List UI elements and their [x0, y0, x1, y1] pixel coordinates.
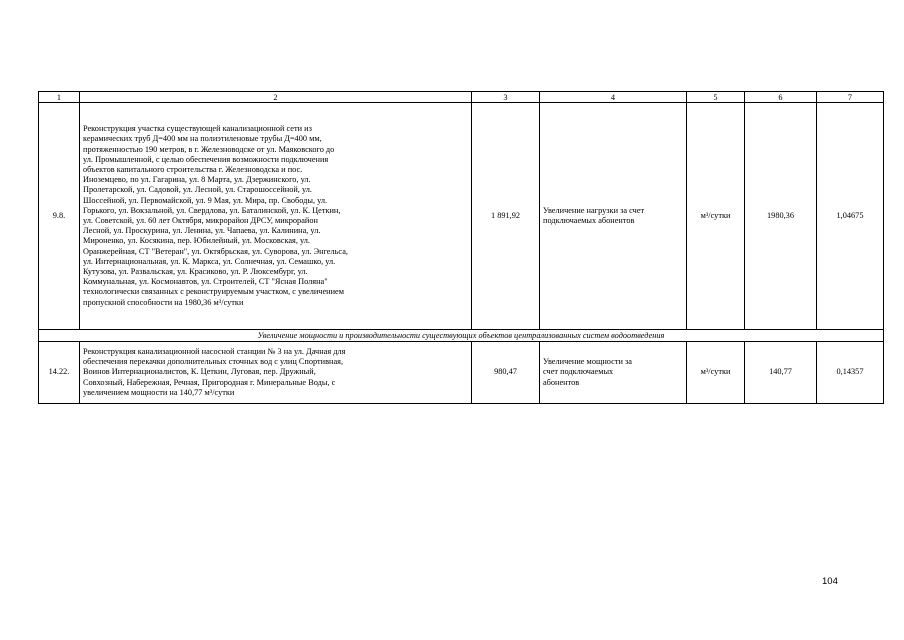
measure-unit: м³/сутки	[687, 342, 745, 404]
project-effect: Увеличение нагрузки за счет подключаемых абонентов	[540, 103, 687, 330]
column-header-1: 1	[39, 92, 80, 103]
column-header-2: 2	[80, 92, 472, 103]
column-header-5: 5	[687, 92, 745, 103]
column-header-6: 6	[745, 92, 817, 103]
column-header-3: 3	[472, 92, 540, 103]
column-header-4: 4	[540, 92, 687, 103]
table-row	[39, 103, 884, 330]
column-header-7: 7	[817, 92, 884, 103]
measure-unit: м³/сутки	[687, 103, 745, 330]
project-description: Реконструкция канализационной насосной станции № 3 на ул. Дачная для обеспечения перекачки дополнительных сточных вод с улиц Спортивная, Воинов Интернационалистов, К. Цеткин, Луговая, пер. Дружный, Совхозный, Набережная, Речная, Пригородная г. Минеральные Воды, с увеличением мощности на 140,77 м³/сутки	[80, 342, 472, 404]
coefficient-value: 1,04675	[817, 103, 884, 330]
table-row	[39, 342, 884, 404]
column-number-row	[39, 92, 884, 103]
capacity-value: 1980,36	[745, 103, 817, 330]
project-effect: Увеличение мощности за счет подключаемых абонентов	[540, 342, 687, 404]
capacity-value: 140,77	[745, 342, 817, 404]
project-description: Реконструкция участка существующей канализационной сети из керамических труб Д=400 мм на полиэтиленовые трубы Д=400 мм, протяженностью 190 метров, в г. Железноводске от ул. Маяковского до ул. Промышленной, с целью обеспечения возможности подключения объектов капитального строительства г. Железноводска и пос. Иноземцево, по ул. Гагарина, ул. 8 Марта, ул. Дзержинского, ул. Пролетарской, ул. Садовой, ул. Лесной, ул. Старошоссейной, ул. Шоссейной, ул. Первомайской, ул. 9 Мая, ул. Мира, пр. Свободы, ул. Горького, ул. Вокзальной, ул. Свердлова, ул. Баталинской, ул. К. Цеткин, ул. Советской, ул. 60 лет Октября, микрорайон ДРСУ, микрорайон Лесной, ул. Проскурина, ул. Ленина, ул. Чапаева, ул. Калинина, ул. Мироненко, ул. Косякина, пер. Юбилейный, ул. Московская, ул. Оранжерейная, СТ "Ветеран", ул. Октябрьская, ул. Суворова, ул. Энгельса, ул. Интернациональная, ул. К. Маркса, ул. Солнечная, ул. Семашко, ул. Кутузова, ул. Развальская, ул. Красиково, ул. Р. Люксембург, ул. Коммунальная, ул. Космонавтов, ул. Строителей, СТ "Ясная Поляна" технологически связанных с реконструируемым участком, с увеличением пропускной способности на 1980,36 м³/сутки	[80, 103, 472, 330]
project-cost: 980,47	[472, 342, 540, 404]
project-cost: 1 891,92	[472, 103, 540, 330]
row-number: 9.8.	[39, 103, 80, 330]
investment-program-table	[38, 91, 884, 404]
section-header-row	[39, 330, 884, 342]
section-title: Увеличение мощности и производительности существующих объектов централизованных систем водоотведения	[39, 330, 884, 342]
coefficient-value: 0,14357	[817, 342, 884, 404]
row-number: 14.22.	[39, 342, 80, 404]
page-number: 104	[822, 576, 838, 587]
